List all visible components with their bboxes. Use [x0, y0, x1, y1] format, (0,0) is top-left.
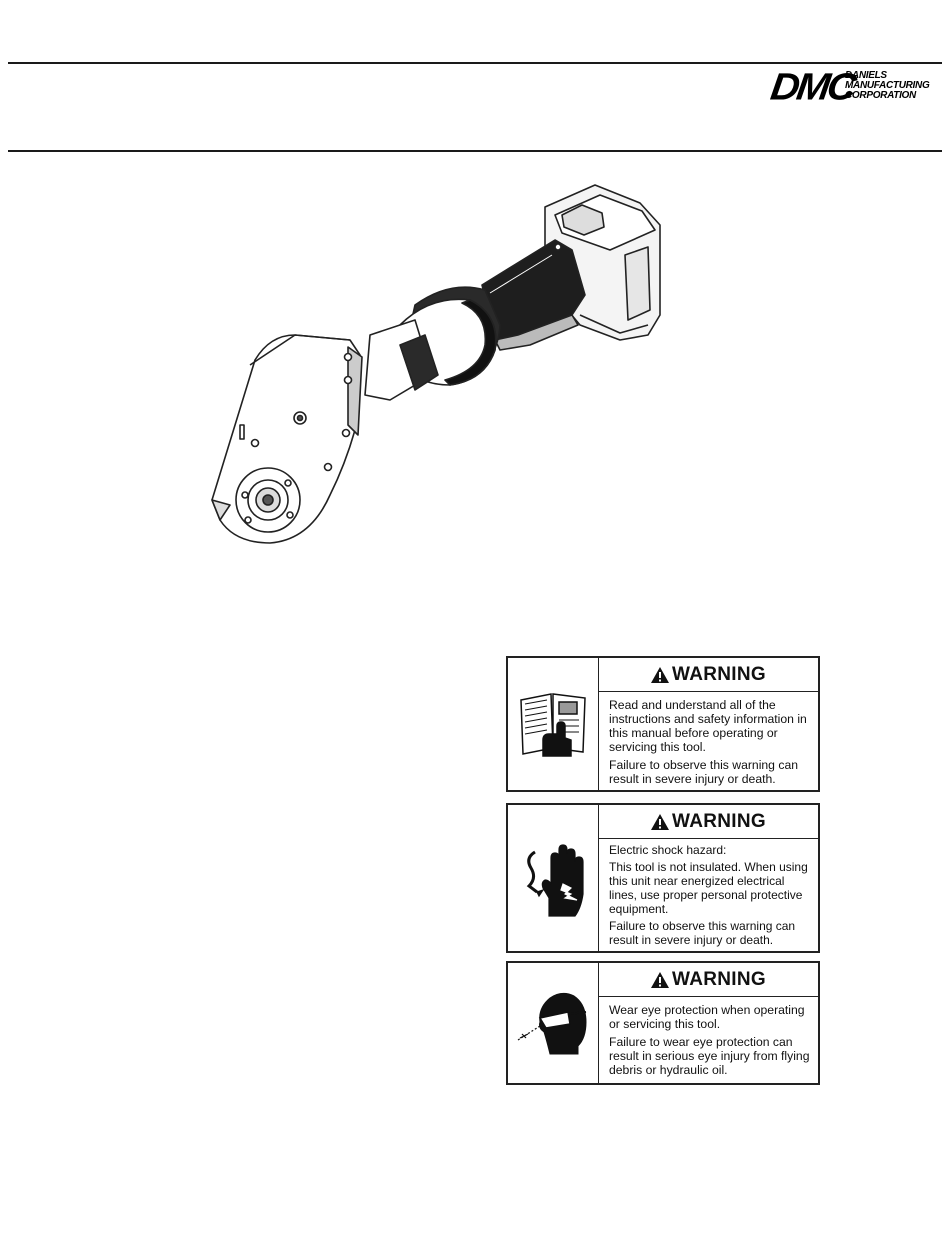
logo-mark: DMC [768, 66, 857, 108]
warning-label-read-manual [506, 656, 820, 792]
warning-paragraph: Failure to observe this warning can result in severe injury or death. [609, 758, 799, 786]
warning-triangle-icon [650, 813, 670, 831]
electric-shock-hand-icon [521, 838, 585, 918]
warning-triangle-icon [650, 666, 670, 684]
warning-icon-panel [508, 805, 599, 951]
warning-paragraph: Read and understand all of the instructions and safety information in this manual before operating or servicing this tool. [609, 698, 807, 754]
logo-line-3: CORPORATION [845, 90, 916, 101]
logo-line-1: DANIELS [845, 70, 887, 81]
header-bottom-rule [8, 150, 942, 152]
warning-paragraph: Electric shock hazard: [609, 843, 727, 857]
company-logo [768, 66, 931, 108]
warning-title: WARNING [672, 663, 766, 685]
logo-line-2: MANUFACTURING [845, 80, 930, 91]
warning-label-eye-protection [506, 961, 820, 1085]
warning-title: WARNING [672, 810, 766, 832]
warning-text [609, 843, 810, 951]
warning-text [609, 698, 810, 790]
warning-triangle-icon [650, 971, 670, 989]
warning-paragraph: Failure to wear eye protection can result in serious eye injury from flying debris or hydraulic oil. [609, 1035, 810, 1077]
logo-company-name [845, 71, 929, 101]
warning-paragraph: This tool is not insulated. When using this unit near energized electrical lines, use proper personal protective equipment. [609, 860, 808, 916]
eye-protection-icon [516, 988, 590, 1058]
manual-read-icon [517, 690, 589, 758]
warning-text [609, 1003, 810, 1081]
warning-title: WARNING [672, 968, 766, 990]
warning-heading [598, 658, 818, 692]
warning-icon-panel [508, 963, 599, 1083]
warning-paragraph: Wear eye protection when operating or servicing this tool. [609, 1003, 805, 1031]
warning-heading [598, 963, 818, 997]
header-top-rule [8, 62, 942, 64]
warning-label-electric-shock [506, 803, 820, 953]
crimping-tool-illustration [200, 175, 680, 550]
warning-icon-panel [508, 658, 599, 790]
warning-paragraph: Failure to observe this warning can result in severe injury or death. [609, 919, 796, 947]
warning-heading [598, 805, 818, 839]
